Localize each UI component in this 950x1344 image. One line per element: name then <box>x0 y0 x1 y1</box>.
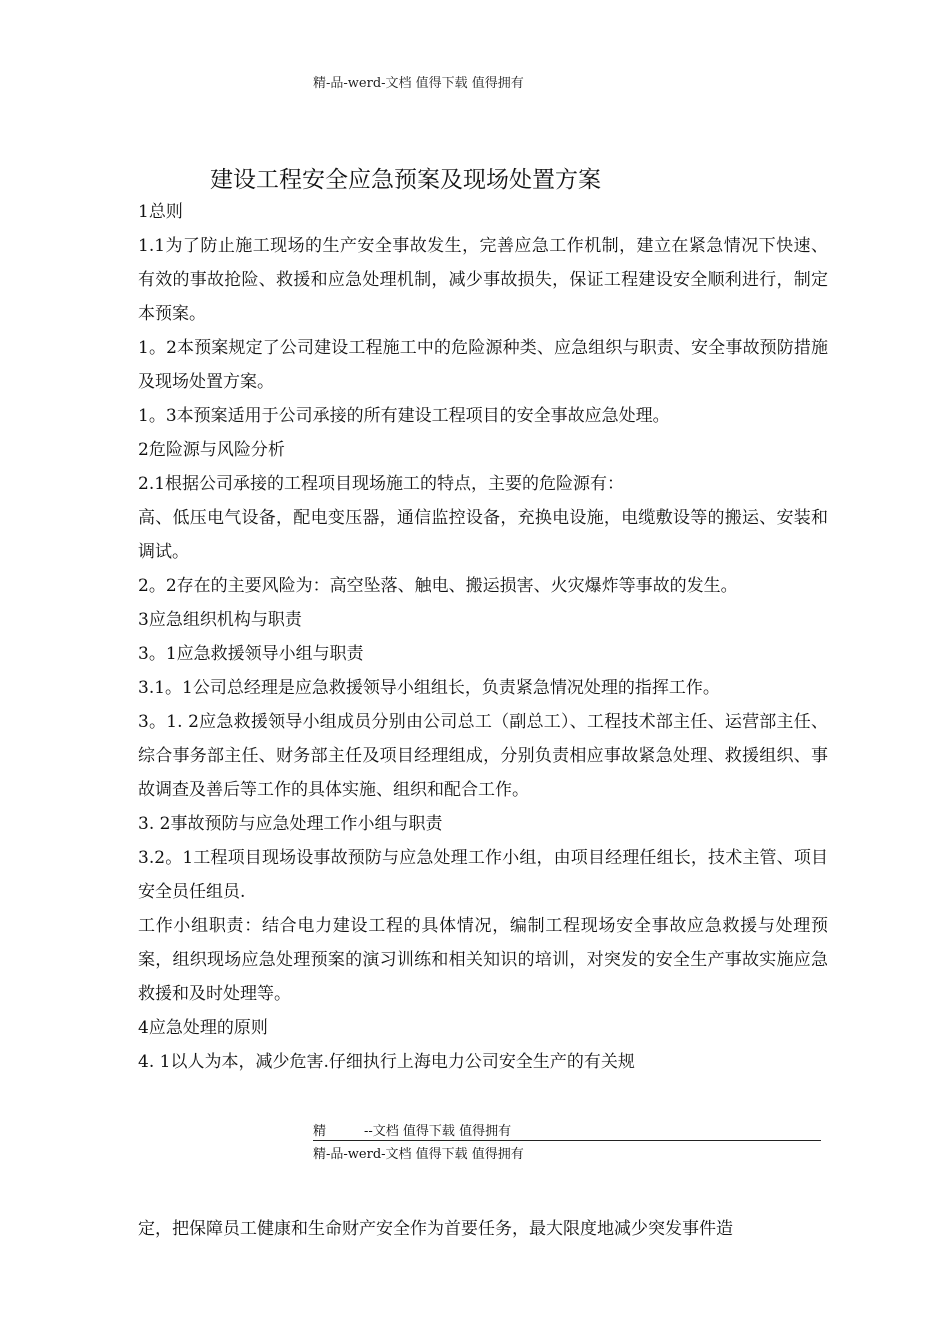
paragraph: 2。2存在的主要风险为：高空坠落、触电、搬运损害、火灾爆炸等事故的发生。 <box>138 576 738 596</box>
paragraph: 1。3本预案适用于公司承接的所有建设工程项目的安全事故应急处理。 <box>138 406 670 426</box>
page-footer <box>313 1120 821 1141</box>
paragraph: 高、低压电气设备，配电变压器，通信监控设备，充换电设施，电缆敷设等的搬运、安装和调试。 <box>138 508 828 562</box>
paragraph: 3.1。1公司总经理是应急救援领导小组组长，负责紧急情况处理的指挥工作。 <box>138 678 720 698</box>
document-body <box>138 195 828 1079</box>
footer-subnote: 精-品-werd-文档 值得下载 值得拥有 <box>313 1147 524 1162</box>
subsection-heading: 3. 2事故预防与应急处理工作小组与职责 <box>138 814 443 834</box>
section-heading: 1总则 <box>138 202 183 222</box>
footer-left: 精 <box>313 1124 327 1139</box>
paragraph: 3.2。1工程项目现场设事故预防与应急处理工作小组，由项目经理任组长，技术主管、项目安全员任组员. <box>138 848 828 902</box>
next-page-text: 定，把保障员工健康和生命财产安全作为首要任务，最大限度地减少突发事件造 <box>138 1219 733 1239</box>
header-note: 精-品-werd-文档 值得下载 值得拥有 <box>313 76 524 91</box>
subsection-heading: 3。1应急救援领导小组与职责 <box>138 644 364 664</box>
section-heading: 4应急处理的原则 <box>138 1018 268 1038</box>
paragraph: 1。2本预案规定了公司建设工程施工中的危险源种类、应急组织与职责、安全事故预防措施及现场处置方案。 <box>138 338 828 392</box>
paragraph: 2.1根据公司承接的工程项目现场施工的特点，主要的危险源有： <box>138 474 625 494</box>
section-heading: 3应急组织机构与职责 <box>138 610 302 630</box>
paragraph: 工作小组职责：结合电力建设工程的具体情况，编制工程现场安全事故应急救援与处理预案，组织现场应急处理预案的演习训练和相关知识的培训，对突发的安全生产事故实施应急救援和及时处理等。 <box>138 916 828 1004</box>
paragraph: 4. 1以人为本，减少危害.仔细执行上海电力公司安全生产的有关规 <box>138 1052 635 1072</box>
document-title: 建设工程安全应急预案及现场处置方案 <box>210 167 601 194</box>
section-heading: 2危险源与风险分析 <box>138 440 285 460</box>
paragraph: 3。1. 2应急救援领导小组成员分别由公司总工（副总工）、工程技术部主任、运营部主任、综合事务部主任、财务部主任及项目经理组成，分别负责相应事故紧急处理、救援组织、事故调查及善后等工作的具体实施、组织和配合工作。 <box>138 712 828 800</box>
footer-right: --文档 值得下载 值得拥有 <box>364 1124 512 1139</box>
paragraph: 1.1为了防止施工现场的生产安全事故发生，完善应急工作机制，建立在紧急情况下快速、有效的事故抢险、救援和应急处理机制，减少事故损失，保证工程建设安全顺利进行，制定本预案。 <box>138 236 828 324</box>
